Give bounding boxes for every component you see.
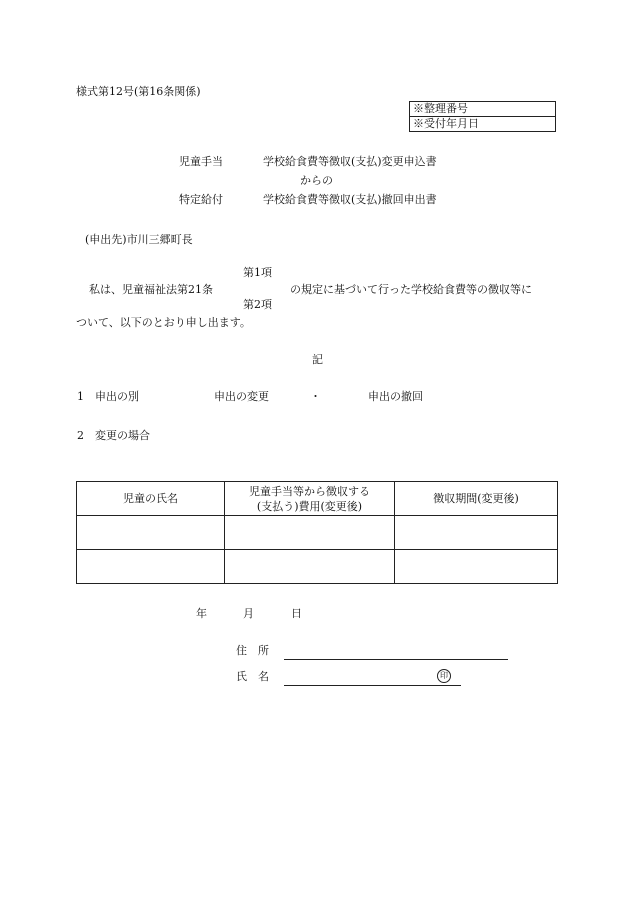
title-col1-top: 児童手当 [179,155,223,168]
item2-label: 変更の場合 [95,429,150,442]
item1-number: 1 [77,390,84,403]
fee-cell[interactable] [225,516,395,550]
body-text-end: の規定に基づいて行った学校給食費等の徴収等に [290,283,532,296]
clause-bottom: 第2項 [243,298,272,311]
period-cell[interactable] [395,550,558,584]
addressee: (申出先)市川三郷町長 [85,233,193,246]
title-line2: 学校給食費等徴収(支払)撤回申出書 [263,193,437,206]
date-year: 年 [196,607,207,620]
item2-number: 2 [77,429,84,442]
address-line[interactable] [284,659,508,660]
title-col1-bottom: 特定給付 [179,193,223,206]
period-cell[interactable] [395,516,558,550]
child-name-cell[interactable] [77,550,225,584]
body-text-start: 私は、児童福祉法第21条 [89,283,213,296]
item1-option-change[interactable]: 申出の変更 [214,390,269,403]
child-name-cell[interactable] [77,516,225,550]
table-row [77,550,558,584]
reference-box [409,101,556,132]
header-fee [225,482,395,516]
name-line[interactable] [284,685,461,686]
fee-cell[interactable] [225,550,395,584]
seal-mark: 印 [437,669,451,683]
ki-heading: 記 [312,353,323,366]
body-text-line2: ついて、以下のとおり申し出ます。 [76,316,251,329]
header-child-name: 児童の氏名 [77,482,225,516]
table-header-row [77,482,558,516]
header-fee-line2: (支払う)費用(変更後) [256,499,363,513]
date-day: 日 [291,607,302,620]
title-line1: 学校給食費等徴収(支払)変更申込書 [263,155,437,168]
receipt-date-field: ※受付年月日 [410,117,556,132]
header-period: 徴収期間(変更後) [395,482,558,516]
table-row [77,516,558,550]
header-fee-line1: 児童手当等から徴収する [249,484,370,498]
date-month: 月 [243,607,254,620]
form-number: 様式第12号(第16条関係) [76,85,201,98]
item1-option-withdraw[interactable]: 申出の撤回 [368,390,423,403]
name-label: 氏 名 [236,670,269,683]
address-label: 住 所 [236,644,269,657]
item1-label: 申出の別 [95,390,139,403]
item1-separator: ・ [310,390,321,403]
title-middle: からの [300,174,333,187]
reference-number-field: ※整理番号 [410,102,556,117]
clause-top: 第1項 [243,266,272,279]
change-table [76,481,558,584]
